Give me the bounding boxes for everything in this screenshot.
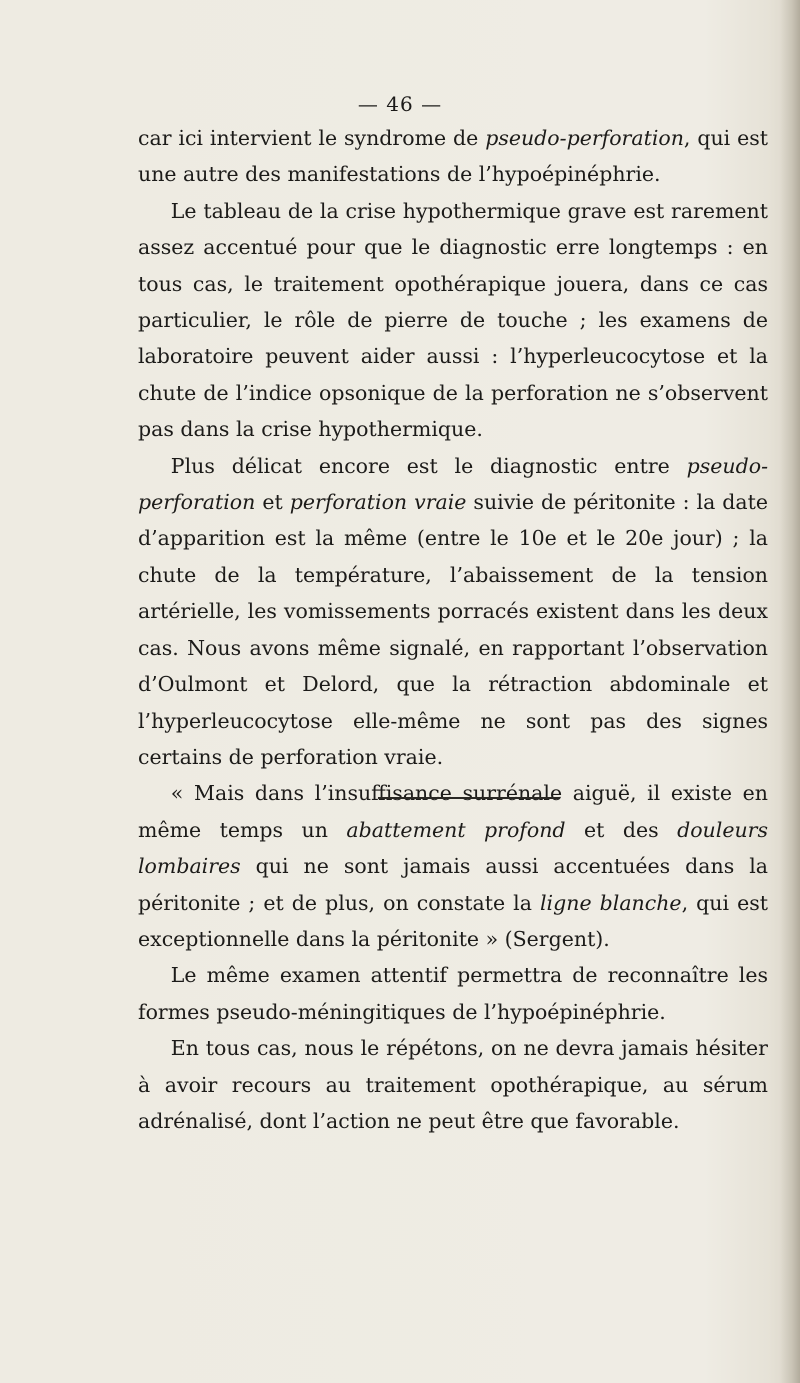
paragraph [138, 1030, 768, 1139]
text-run: car ici intervient le syndrome de [138, 126, 486, 150]
page-edge-shadow [780, 0, 800, 1383]
italic-text: pseudo-perforation [485, 126, 684, 150]
text-run: , qui est exceptionnelle dans la péritonite » (Sergent). [138, 890, 768, 951]
section-end-rule [378, 797, 560, 799]
text-run: Le tableau de la crise hypothermique grave est rarement assez accentué pour que le diagnostic erre longtemps : en tous cas, le traitement opothérapique jouera, dans ce cas particulier, le rôle de pierre de touche ; les examens de laboratoire peuvent aider aussi : l’hyperleucocytose et la chute de l’indice opsonique de la perforation ne s’observent pas dans la crise hypothermique. [138, 198, 768, 442]
body-text [138, 120, 768, 1139]
paragraph [138, 775, 768, 957]
paragraph [138, 193, 768, 448]
page-number: — 46 — [357, 92, 443, 116]
paragraph [138, 448, 768, 776]
paragraph [138, 120, 768, 193]
text-run: Plus délicat encore est le diagnostic entre [170, 453, 687, 478]
text-run: En tous cas, nous le répétons, on ne devra jamais hésiter à avoir recours au traitement opothérapique, au sérum adrénalisé, dont l’action ne peut être que favorable. [138, 1036, 768, 1133]
text-run: « Mais dans l’insuffisance surrénale aiguë, il existe en même temps un [138, 781, 768, 842]
text-run: Le même examen attentif permettra de reconnaître les formes pseudo-méningitiques de l’hypoépinéphrie. [138, 963, 768, 1024]
italic-text: pseudo-perforation [138, 453, 768, 515]
text-run: et des [565, 817, 678, 842]
text-run: et [255, 490, 290, 515]
text-run: qui ne sont jamais aussi accentuées dans la péritonite ; et de plus, on constate la [138, 854, 768, 915]
paragraph [138, 957, 768, 1030]
italic-text: douleurs lombaires [138, 817, 768, 879]
italic-text: ligne blanche [540, 890, 682, 915]
text-run: suivie de péritonite : la date d’apparition est la même (entre le 10e et le 20e jour) ; la chute de la température, l’abaissement de la tension artérielle, les vomissements porracés existent dans les deux cas. Nous avons même signalé, en rapportant l’observation d’Oulmont et Delord, que la rétraction abdominale et l’hyperleucocytose elle-même ne sont pas des signes certains de perforation vraie. [138, 490, 769, 769]
text-run: , qui est une autre des manifestations de l’hypoépinéphrie. [138, 126, 769, 187]
italic-text: abattement profond [346, 817, 566, 842]
italic-text: perforation vraie [289, 490, 467, 515]
